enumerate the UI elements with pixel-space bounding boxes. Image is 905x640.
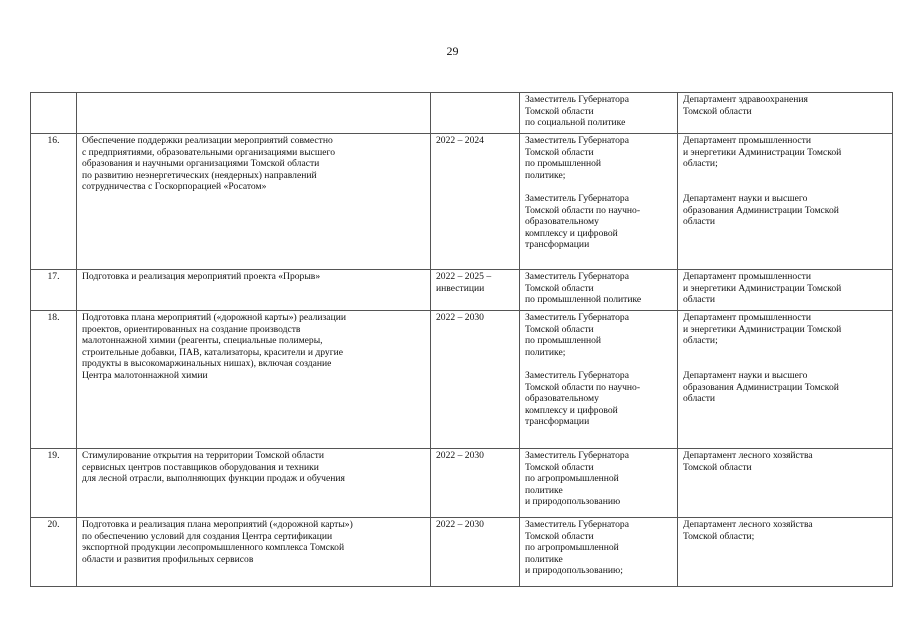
table-row (31, 518, 893, 587)
row-number: 20. (31, 518, 77, 587)
task-cell: Подготовка и реализация мероприятий проекта «Прорыв» (77, 270, 431, 311)
row-number: 18. (31, 311, 77, 449)
row-number (31, 93, 77, 134)
executor-cell: Департамент лесного хозяйства Томской области (678, 449, 893, 518)
table-row (31, 311, 893, 449)
table-row (31, 93, 893, 134)
executor-cell: Департамент лесного хозяйства Томской области; (678, 518, 893, 587)
task-cell: Стимулирование открытия на территории Томской области сервисных центров поставщиков оборудования и техники для лесной отрасли, выполняющих функции продаж и обучения (77, 449, 431, 518)
responsible-cell: Заместитель Губернатора Томской области по агропромышленной политике и природопользованию (520, 449, 678, 518)
period-cell: 2022 – 2024 (431, 134, 520, 270)
executor-cell: Департамент промышленности и энергетики Администрации Томской области; Департамент науки и высшего образования Администрации Томской области (678, 134, 893, 270)
table-row (31, 270, 893, 311)
executor-cell: Департамент промышленности и энергетики Администрации Томской области; Департамент науки и высшего образования Администрации Томской области (678, 311, 893, 449)
row-number: 16. (31, 134, 77, 270)
period-cell: 2022 – 2030 (431, 518, 520, 587)
table-row (31, 449, 893, 518)
period-cell (431, 93, 520, 134)
responsible-cell: Заместитель Губернатора Томской области по социальной политике (520, 93, 678, 134)
executor-cell: Департамент промышленности и энергетики Администрации Томской области (678, 270, 893, 311)
task-cell: Подготовка плана мероприятий («дорожной карты») реализации проектов, ориентированных на создание производств малотоннажной химии (реагенты, специальные полимеры, строительные добавки, ПАВ, катализаторы, красители и другие продукты в высокомаржинальных нишах), включая создание Центра малотоннажной химии (77, 311, 431, 449)
responsible-cell: Заместитель Губернатора Томской области по промышленной политике (520, 270, 678, 311)
period-cell: 2022 – 2025 – инвестиции (431, 270, 520, 311)
responsible-cell: Заместитель Губернатора Томской области по агропромышленной политике и природопользованию; (520, 518, 678, 587)
responsible-cell: Заместитель Губернатора Томской области по промышленной политике; Заместитель Губернатора Томской области по научно- образовательному комплексу и цифровой трансформации (520, 311, 678, 449)
page-number: 29 (446, 44, 459, 58)
executor-cell: Департамент здравоохранения Томской области (678, 93, 893, 134)
table-row (31, 134, 893, 270)
task-cell (77, 93, 431, 134)
task-cell: Подготовка и реализация плана мероприятий («дорожной карты») по обеспечению условий для создания Центра сертификации экспортной продукции лесопромышленного комплекса Томской области и развития профильных сервисов (77, 518, 431, 587)
period-cell: 2022 – 2030 (431, 311, 520, 449)
row-number: 19. (31, 449, 77, 518)
period-cell: 2022 – 2030 (431, 449, 520, 518)
task-cell: Обеспечение поддержки реализации мероприятий совместно с предприятиями, образовательными организациями высшего образования и научными организациями Томской области по развитию неэнергетических (неядерных) направлений сотрудничества с Госкорпорацией «Росатом» (77, 134, 431, 270)
row-number: 17. (31, 270, 77, 311)
action-plan-table (30, 92, 893, 587)
responsible-cell: Заместитель Губернатора Томской области по промышленной политике; Заместитель Губернатора Томской области по научно- образовательному комплексу и цифровой трансформации (520, 134, 678, 270)
